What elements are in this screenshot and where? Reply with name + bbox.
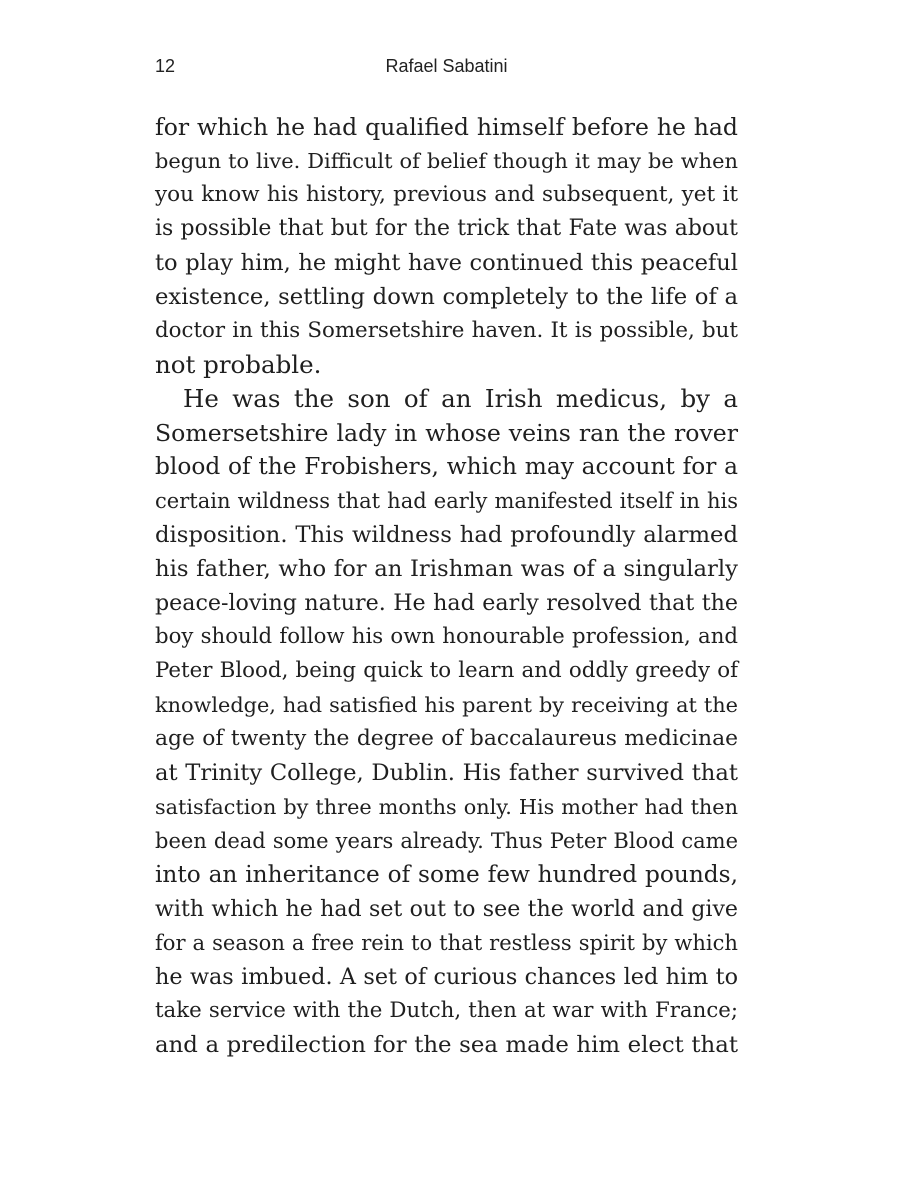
body-text	[155, 110, 738, 1062]
text-line: been dead some years already. Thus Peter Blood came	[155, 828, 738, 853]
page-number: 12	[155, 56, 176, 76]
text-line: certain wildness that had early manifested itself in his	[155, 488, 738, 513]
text-line: his father, who for an Irishman was of a singularly	[155, 556, 738, 582]
text-line: Somersetshire lady in whose veins ran the rover	[155, 419, 738, 447]
running-head-author: Rafael Sabatini	[385, 56, 508, 76]
text-line: for which he had qualified himself before he had	[155, 113, 738, 141]
text-line: not probable.	[155, 350, 322, 379]
paragraph-first-line: He was the son of an Irish medicus, by a	[183, 384, 738, 413]
text-line: is possible that but for the trick that Fate was about	[155, 216, 738, 241]
text-line: begun to live. Difficult of belief though it may be when	[155, 149, 738, 173]
text-line: and a predilection for the sea made him elect that	[155, 1032, 738, 1058]
text-line: boy should follow his own honourable profession, and	[155, 624, 738, 649]
text-line: take service with the Dutch, then at war with France;	[155, 998, 738, 1023]
text-line: for a season a free rein to that restless spirit by which	[155, 930, 738, 955]
text-line: disposition. This wildness had profoundly alarmed	[155, 522, 738, 548]
text-line: at Trinity College, Dublin. His father survived that	[155, 760, 738, 786]
text-line: knowledge, had satisfied his parent by receiving at the	[155, 693, 738, 717]
text-line: age of twenty the degree of baccalaureus medicinae	[155, 726, 738, 751]
text-line: blood of the Frobishers, which may account for a	[155, 453, 738, 480]
text-line: doctor in this Somersetshire haven. It is possible, but	[155, 318, 738, 343]
text-line: to play him, he might have continued this peaceful	[155, 250, 738, 276]
text-line: existence, settling down completely to the life of a	[155, 284, 738, 310]
running-head	[155, 56, 738, 84]
text-line: he was imbued. A set of curious chances led him to	[155, 964, 738, 990]
text-line: peace-loving nature. He had early resolved that the	[155, 590, 738, 616]
text-line: with which he had set out to see the world and give	[155, 896, 738, 922]
text-line: you know his history, previous and subsequent, yet it	[155, 182, 738, 207]
text-line: Peter Blood, being quick to learn and oddly greedy of	[155, 658, 738, 683]
text-line: into an inheritance of some few hundred pounds,	[155, 861, 738, 888]
text-line: satisfaction by three months only. His mother had then	[155, 795, 738, 819]
